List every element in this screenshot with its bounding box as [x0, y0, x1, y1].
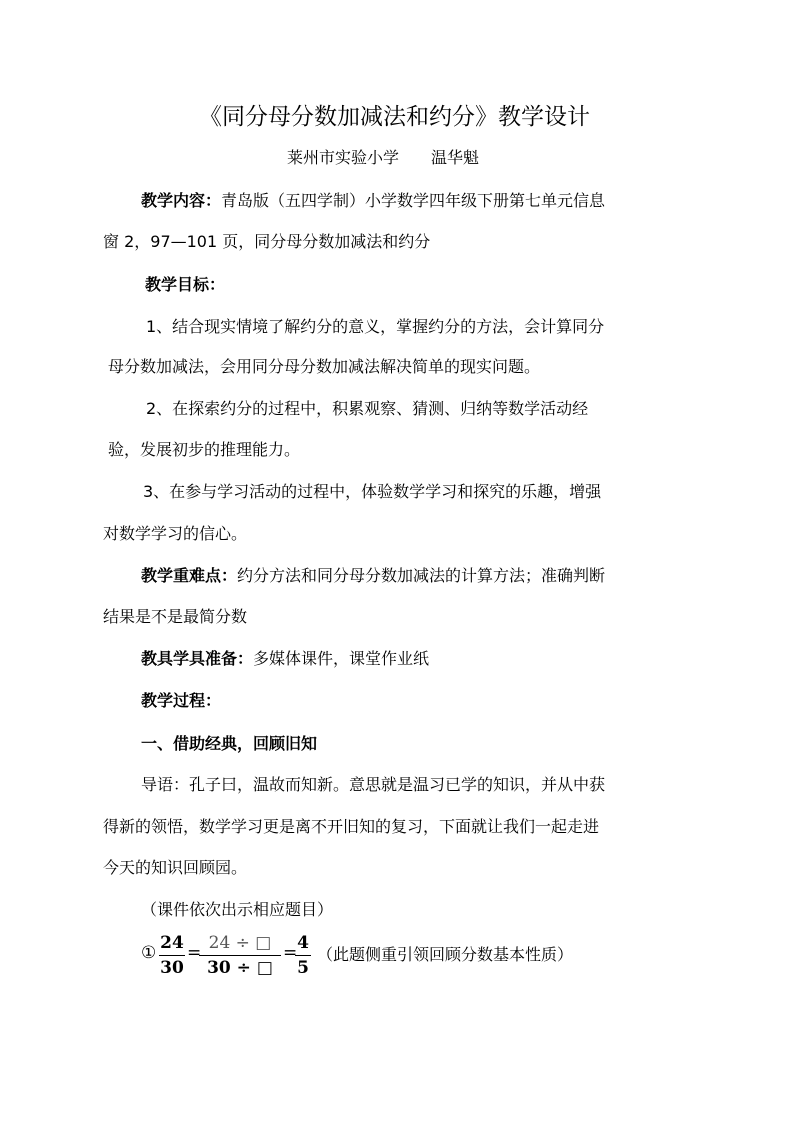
intro-line1: 导语：孔子曰，温故而知新。意思就是温习已学的知识，并从中获: [141, 775, 606, 794]
intro-line3: 今天的知识回顾园。: [103, 858, 248, 877]
content-label: 教学内容：: [141, 191, 222, 210]
document-title: 《同分母分数加减法和约分》教学设计: [199, 104, 590, 130]
difficulties-line1: [141, 565, 605, 587]
content-text: 青岛版（五四学制）小学数学四年级下册第七单元信息: [221, 191, 606, 210]
author-line: 莱州市实验小学 温华魁: [287, 148, 480, 167]
fraction-bar: [295, 955, 311, 956]
fraction-denominator: 30: [160, 958, 184, 978]
fraction-bar: [199, 955, 281, 956]
content-paragraph-line2: 窗 2，97—101 页，同分母分数加减法和约分: [103, 232, 431, 251]
courseware-note: （课件依次出示相应题目）: [141, 900, 334, 919]
objective-1-line2: 母分数加减法，会用同分母分数加减法解决简单的现实问题。: [108, 357, 541, 376]
content-paragraph-line1: [141, 190, 605, 212]
fraction-bar: [159, 955, 185, 956]
fraction-numerator: 4: [297, 933, 309, 953]
tools-label: 教具学具准备：: [141, 649, 254, 668]
difficulties-line2: 结果是不是最简分数: [103, 607, 248, 626]
fraction-24-30: [159, 932, 185, 979]
intro-line2: 得新的领悟，数学学习更是离不开旧知的复习，下面就让我们一起走进: [103, 817, 600, 836]
fraction-4-5: [295, 932, 311, 979]
tools-text: 多媒体课件，课堂作业纸: [253, 649, 430, 668]
objective-3-line2: 对数学学习的信心。: [103, 524, 248, 543]
equals-sign-1: =: [187, 943, 202, 963]
process-label: 教学过程：: [141, 691, 222, 710]
tools-line: [141, 648, 429, 670]
formula-note: （此题侧重引领回顾分数基本性质）: [317, 945, 574, 964]
formula-marker: ①: [141, 943, 157, 963]
difficulties-text: 约分方法和同分母分数加减法的计算方法；准确判断: [237, 566, 606, 585]
fraction-numerator: 24: [160, 933, 184, 953]
section1-heading: 一、借助经典，回顾旧知: [141, 734, 318, 753]
objective-1-line1: 1、结合现实情境了解约分的意义，掌握约分的方法，会计算同分: [146, 317, 605, 336]
formula-example-1: [141, 930, 621, 982]
equals-sign-2: =: [283, 943, 298, 963]
objective-2-line2: 验，发展初步的推理能力。: [108, 440, 301, 459]
fraction-numerator: 24 ÷ □: [208, 933, 272, 953]
fraction-divided: [199, 932, 281, 979]
fraction-denominator: 5: [297, 958, 309, 978]
objective-2-line1: 2、在探索约分的过程中，积累观察、猜测、归纳等数学活动经: [146, 399, 589, 418]
fraction-denominator: 30 ÷ □: [207, 958, 273, 978]
objective-3-line1: 3、在参与学习活动的过程中，体验数学学习和探究的乐趣，增强: [143, 482, 602, 501]
difficulties-label: 教学重难点：: [141, 566, 238, 585]
objectives-label: 教学目标：: [145, 275, 226, 294]
